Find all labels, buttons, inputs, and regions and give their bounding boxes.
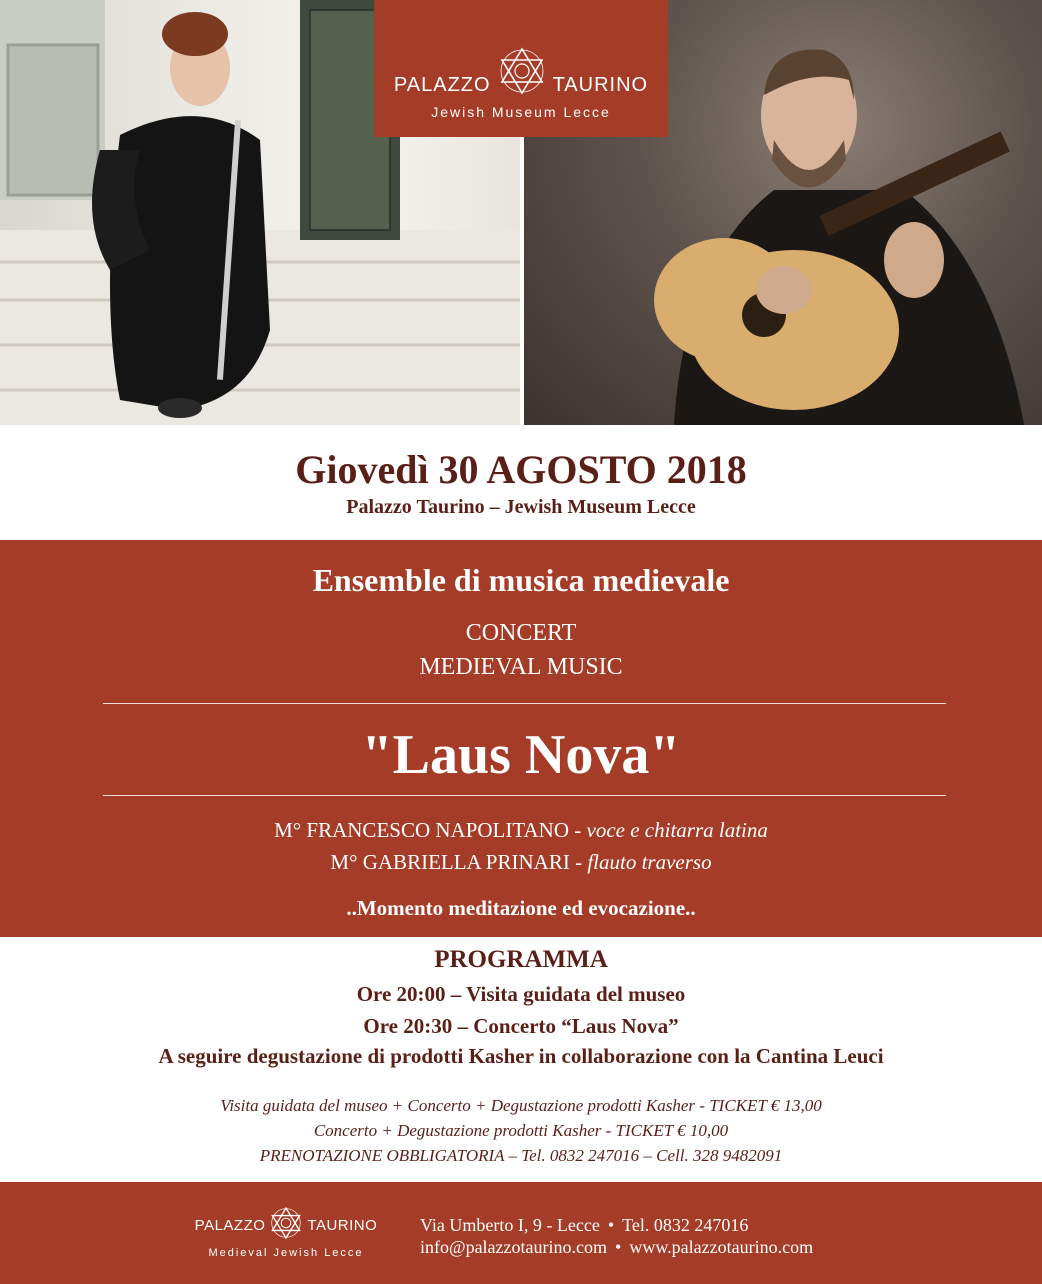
programma-item: A seguire degustazione di prodotti Kasher in collaborazione con la Cantina Leuci <box>158 1044 884 1068</box>
address: Via Umberto I, 9 - Lecce <box>420 1215 600 1235</box>
concert-title: "Laus Nova" <box>361 724 681 786</box>
performer-separator: - <box>569 850 588 874</box>
performer-name: M° FRANCESCO NAPOLITANO <box>274 818 570 842</box>
website-link[interactable]: www.palazzotaurino.com <box>629 1237 814 1257</box>
logo-right-word: TAURINO <box>552 74 649 96</box>
footer <box>0 1182 1042 1284</box>
performer-line <box>0 818 1042 843</box>
ticket-line: Visita guidata del museo + Concerto + Degustazione prodotti Kasher - TICKET € 13,00 <box>220 1096 822 1115</box>
concert-tagline: ..Momento meditazione ed evocazione.. <box>346 896 696 920</box>
divider-top <box>103 703 946 704</box>
medieval-music-label: MEDIEVAL MUSIC <box>419 654 623 680</box>
footer-logo-left: PALAZZO <box>194 1217 266 1234</box>
contact-info: Via Umberto I, 9 - Lecce • Tel. 0832 247016 info@palazzotaurino.com • www.palazzotaurino.com <box>420 1215 814 1257</box>
ensemble-heading: Ensemble di musica medievale <box>312 562 730 598</box>
footer-logo-subtitle: Medieval Jewish Lecce <box>208 1247 364 1259</box>
concert-panel <box>0 540 1042 937</box>
footer-logo <box>180 1206 392 1259</box>
performer-role: flauto traverso <box>587 850 712 874</box>
programma-item: Ore 20:30 – Concerto “Laus Nova” <box>363 1014 679 1038</box>
star-of-david-icon <box>497 46 547 101</box>
performer-separator: - <box>569 818 587 842</box>
email-link[interactable]: info@palazzotaurino.com <box>420 1237 608 1257</box>
logo-subtitle: Jewish Museum Lecce <box>431 104 611 120</box>
booking-line: PRENOTAZIONE OBBLIGATORIA – Tel. 0832 247016 – Cell. 328 9482091 <box>259 1146 783 1165</box>
star-of-david-icon <box>269 1206 303 1245</box>
event-date: Giovedì 30 AGOSTO 2018 <box>295 447 747 492</box>
performer-line <box>0 850 1042 875</box>
museum-logo <box>374 0 668 137</box>
ticket-line: Concerto + Degustazione prodotti Kasher - TICKET € 10,00 <box>313 1121 729 1140</box>
logo-left-word: PALAZZO <box>393 74 491 96</box>
photo-banner <box>0 0 1042 425</box>
concert-label: CONCERT <box>465 620 577 646</box>
programma-item: Ore 20:00 – Visita guidata del museo <box>356 982 686 1006</box>
performer-role: voce e chitarra latina <box>586 818 768 842</box>
footer-logo-right: TAURINO <box>307 1217 378 1234</box>
programma-heading: PROGRAMMA <box>434 946 608 973</box>
event-venue: Palazzo Taurino – Jewish Museum Lecce <box>346 496 696 518</box>
divider-bottom <box>103 795 946 796</box>
performer-name: M° GABRIELLA PRINARI <box>330 850 570 874</box>
phone: Tel. 0832 247016 <box>622 1215 749 1235</box>
